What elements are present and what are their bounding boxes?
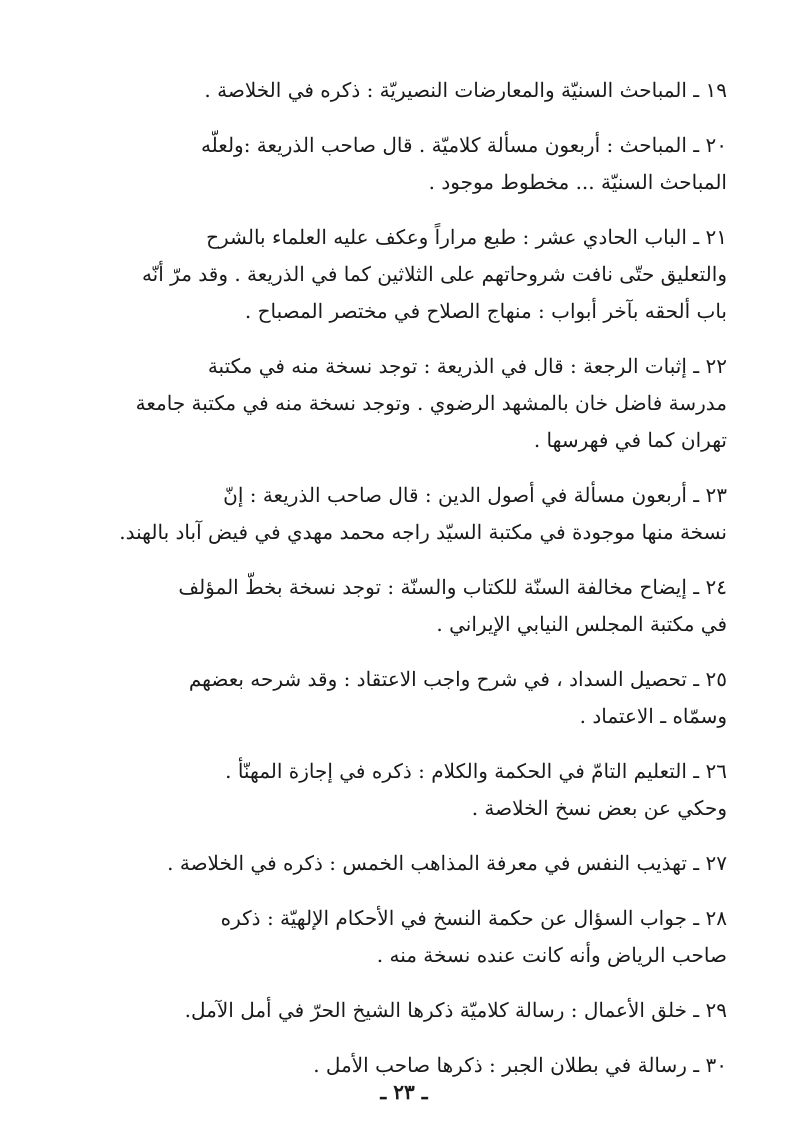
entry-19 [92,72,727,109]
page-body [92,72,727,1102]
entry-line: ٢٦ ـ التعليم التامّ في الحكمة والكلام : ذكره في إجازة المهنّأ . [225,759,727,783]
entry-line: باب ألحقه بآخر أبواب : منهاج الصلاح في مختصر المصباح . [244,299,727,323]
entry-28 [92,900,727,974]
entry-line: المباحث السنيّة ... مخطوط موجود . [428,170,727,194]
entry-line: ٢٩ ـ خلق الأعمال : رسالة كلاميّة ذكرها الشيخ الحرّ في أمل الآمل. [184,998,727,1022]
entry-30 [92,1047,727,1084]
page-number: ـ ٢٣ ـ [380,1080,428,1104]
entry-line: في مكتبة المجلس النيابي الإيراني . [436,612,727,636]
entry-line: وحكي عن بعض نسخ الخلاصة . [471,796,727,820]
entry-23 [92,477,727,551]
entry-22 [92,348,727,459]
entry-line: ٢١ ـ الباب الحادي عشر : طبع مراراً وعكف عليه العلماء بالشرح [206,225,727,249]
entry-line: ٢٠ ـ المباحث : أربعون مسألة كلاميّة . قال صاحب الذريعة :ولعلّه [200,133,727,157]
entry-line: ٢٧ ـ تهذيب النفس في معرفة المذاهب الخمس : ذكره في الخلاصة . [167,851,727,875]
entry-24 [92,569,727,643]
entry-20 [92,127,727,201]
entry-line: ٢٣ ـ أربعون مسألة في أصول الدين : قال صاحب الذريعة : إنّ [223,483,727,507]
entry-line: ١٩ ـ المباحث السنيّة والمعارضات النصيريّة : ذكره في الخلاصة . [204,78,727,102]
entry-25 [92,661,727,735]
entry-line: مدرسة فاضل خان بالمشهد الرضوي . وتوجد نسخة منه في مكتبة جامعة [135,391,727,415]
entry-21 [92,219,727,330]
entry-line: ٢٨ ـ جواب السؤال عن حكمة النسخ في الأحكام الإلهيّة : ذكره [220,906,727,930]
entry-27 [92,845,727,882]
entry-line: صاحب الرياض وأنه كانت عنده نسخة منه . [376,943,727,967]
entry-line: ٣٠ ـ رسالة في بطلان الجبر : ذكرها صاحب الأمل . [313,1053,727,1077]
entry-line: تهران كما في فهرسها . [533,428,727,452]
entry-line: وسمّاه ـ الاعتماد . [579,704,727,728]
entry-line: والتعليق حتّى نافت شروحاتهم على الثلاثين كما في الذريعة . وقد مرّ أنّه [141,262,727,286]
entry-line: ٢٥ ـ تحصيل السداد ، في شرح واجب الاعتقاد : وقد شرحه بعضهم [188,667,727,691]
entry-26 [92,753,727,827]
entry-line: ٢٤ ـ إيضاح مخالفة السنّة للكتاب والسنّة : توجد نسخة بخطّ المؤلف [178,575,727,599]
entry-line: نسخة منها موجودة في مكتبة السيّد راجه محمد مهدي في فيض آباد بالهند. [119,520,727,544]
entry-29 [92,992,727,1029]
entry-line: ٢٢ ـ إثبات الرجعة : قال في الذريعة : توجد نسخة منه في مكتبة [207,354,727,378]
